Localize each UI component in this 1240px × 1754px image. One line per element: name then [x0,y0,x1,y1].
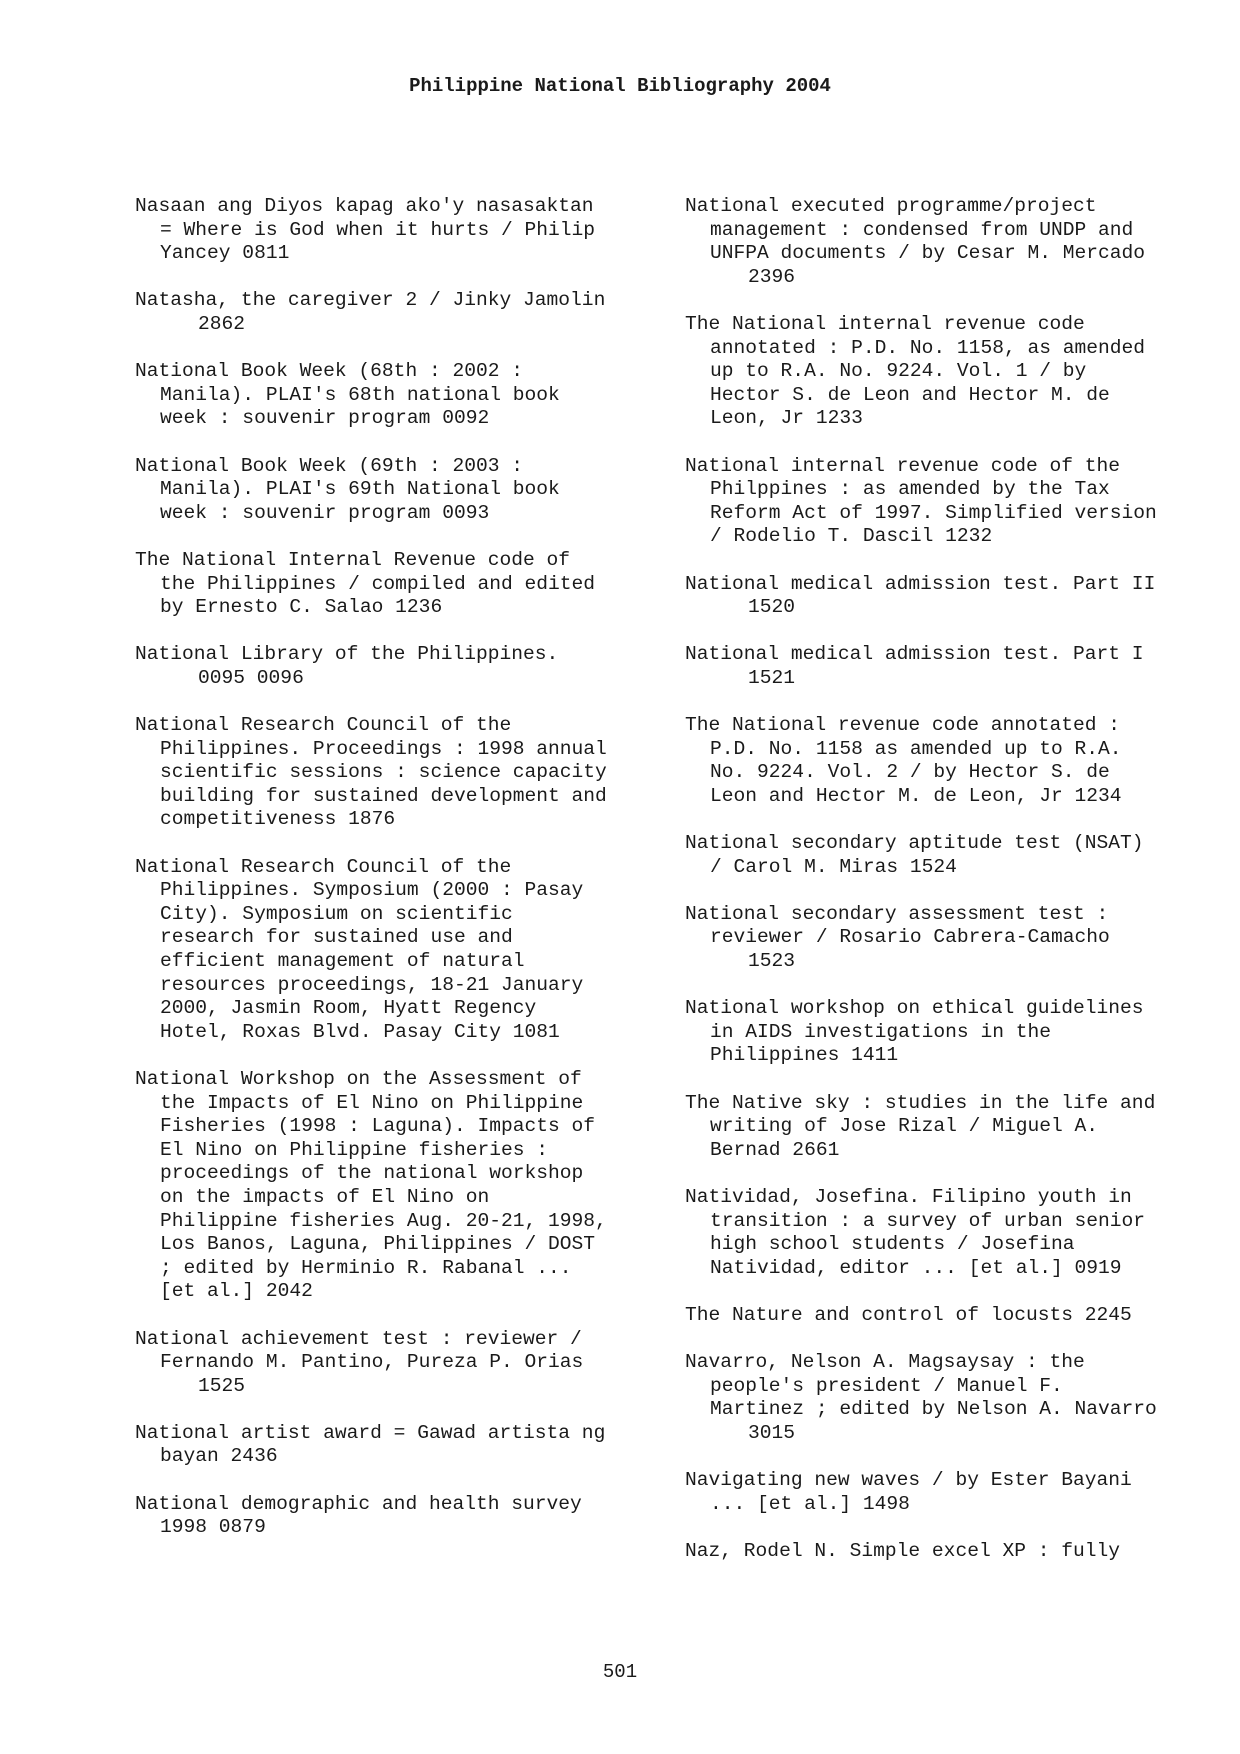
entry-continuation-line: Philippines 1411 [710,1044,899,1067]
entry-heading-line: Navarro, Nelson A. Magsaysay : the [685,1351,1085,1374]
entry-continuation-line: competitiveness 1876 [160,808,396,831]
bibliography-entry [685,643,1205,690]
entry-heading-line: National achievement test : reviewer / [135,1327,582,1350]
bibliography-entry [685,455,1205,549]
entry-heading-line: National workshop on ethical guidelines [685,997,1144,1020]
entry-heading-line: National internal revenue code of the [685,454,1121,477]
entry-heading-line: The National revenue code annotated : [685,714,1121,737]
bibliography-entry [135,856,655,1045]
entry-heading-line: Nasaan ang Diyos kapag ako'y nasasaktan [135,195,594,217]
entry-continuation-line: week : souvenir program 0093 [160,501,490,524]
entry-continuation-line: Fernando M. Pantino, Pureza P. Orias [160,1351,584,1374]
entry-heading-line: National secondary aptitude test (NSAT) [685,832,1144,855]
bibliography-entry [135,1422,655,1469]
entry-continuation-line: transition : a survey of urban senior [710,1209,1146,1232]
entry-continuation-line: building for sustained development and [160,784,607,807]
entry-continuation-line: 2000, Jasmin Room, Hyatt Regency [160,997,537,1020]
bibliography-entry [135,1328,655,1399]
entry-heading-line: National demographic and health survey [135,1492,582,1515]
entry-continuation-line: 1523 [748,950,796,972]
bibliography-entry [685,714,1205,808]
entry-continuation-line: Natividad, editor ... [et al.] 0919 [710,1256,1122,1279]
entry-continuation-line: UNFPA documents / by Cesar M. Mercado [710,242,1146,265]
entry-continuation-line: 1998 0879 [160,1516,266,1539]
page-title: Philippine National Bibliography 2004 [409,75,831,97]
entry-continuation-line: by Ernesto C. Salao 1236 [160,596,443,619]
entry-continuation-line: Bernad 2661 [710,1138,840,1161]
entry-continuation-line: in AIDS investigations in the [710,1020,1051,1043]
entry-continuation-line: Manila). PLAI's 68th national book [160,383,560,406]
entry-continuation-line: City). Symposium on scientific [160,902,513,925]
entry-continuation-line: Reform Act of 1997. Simplified version [710,501,1157,524]
bibliography-entry [135,1068,655,1304]
entry-continuation-line: Martinez ; edited by Nelson A. Navarro [710,1398,1157,1421]
entry-continuation-line: people's president / Manuel F. [710,1374,1063,1397]
entry-continuation-line: writing of Jose Rizal / Miguel A. [710,1115,1099,1138]
entry-continuation-line: / Rodelio T. Dascil 1232 [710,525,993,548]
entry-continuation-line: Philippine fisheries Aug. 20-21, 1998, [160,1209,607,1232]
entry-continuation-line: resources proceedings, 18-21 January [160,973,584,996]
bibliography-entry [685,313,1205,431]
entry-continuation-line: No. 9224. Vol. 2 / by Hector S. de [710,761,1110,784]
entry-continuation-line: P.D. No. 1158 as amended up to R.A. [710,737,1122,760]
entry-continuation-line: the Philippines / compiled and edited [160,572,596,595]
entry-continuation-line: 1520 [748,596,796,619]
entry-heading-line: National Research Council of the [135,855,512,878]
entry-continuation-line: proceedings of the national workshop [160,1162,584,1185]
entry-heading-line: Natividad, Josefina. Filipino youth in [685,1185,1132,1208]
bibliography-entry [685,832,1205,879]
bibliography-entry [685,195,1205,289]
entry-heading-line: The Native sky : studies in the life and [685,1091,1156,1114]
bibliography-entry [135,195,655,266]
entry-continuation-line: management : condensed from UNDP and [710,218,1134,241]
entry-continuation-line: high school students / Josefina [710,1233,1075,1256]
entry-continuation-line: Leon, Jr 1233 [710,407,863,430]
entry-heading-line: National Book Week (68th : 2002 : [135,360,524,383]
entry-heading-line: National Workshop on the Assessment of [135,1067,582,1090]
entry-heading-line: National executed programme/project [685,195,1097,217]
entry-heading-line: Navigating new waves / by Ester Bayani [685,1469,1132,1492]
entry-continuation-line: week : souvenir program 0092 [160,407,490,430]
entry-continuation-line: 1521 [748,666,796,689]
entry-continuation-line: efficient management of natural [160,950,525,972]
bibliography-entry [685,1469,1205,1516]
entry-heading-line: National medical admission test. Part II [685,572,1156,595]
bibliography-entry [685,1351,1205,1445]
bibliography-column-right [685,195,1205,1587]
entry-continuation-line: the Impacts of El Nino on Philippine [160,1091,584,1114]
entry-continuation-line: annotated : P.D. No. 1158, as amended [710,336,1146,359]
entry-heading-line: National secondary assessment test : [685,902,1109,925]
bibliography-entry [685,903,1205,974]
entry-continuation-line: Hotel, Roxas Blvd. Pasay City 1081 [160,1020,560,1043]
entry-continuation-line: Hector S. de Leon and Hector M. de [710,383,1110,406]
bibliography-entry [685,997,1205,1068]
entry-continuation-line: ; edited by Herminio R. Rabanal ... [160,1256,572,1279]
entry-heading-line: National Library of the Philippines. [135,643,559,666]
entry-continuation-line: on the impacts of El Nino on [160,1185,490,1208]
bibliography-entry [135,549,655,620]
entry-continuation-line: Philppines : as amended by the Tax [710,478,1110,501]
entry-continuation-line: 2862 [198,312,246,335]
bibliography-entry [135,455,655,526]
entry-continuation-line: Manila). PLAI's 69th National book [160,478,560,501]
entry-continuation-line: ... [et al.] 1498 [710,1492,910,1515]
entry-heading-line: The Nature and control of locusts 2245 [685,1303,1132,1326]
entry-continuation-line: [et al.] 2042 [160,1280,313,1303]
entry-continuation-line: Los Banos, Laguna, Philippines / DOST [160,1233,596,1256]
entry-heading-line: Natasha, the caregiver 2 / Jinky Jamolin [135,289,606,312]
entry-continuation-line: Leon and Hector M. de Leon, Jr 1234 [710,784,1122,807]
entry-continuation-line: reviewer / Rosario Cabrera-Camacho [710,926,1110,949]
entry-heading-line: National Book Week (69th : 2003 : [135,454,524,477]
entry-heading-line: The National internal revenue code [685,312,1085,335]
entry-continuation-line: / Carol M. Miras 1524 [710,855,957,878]
entry-heading-line: National medical admission test. Part I [685,643,1144,666]
bibliography-entry [685,573,1205,620]
bibliography-entry [135,360,655,431]
entry-heading-line: National Research Council of the [135,714,512,737]
bibliography-entry [685,1304,1205,1328]
entry-continuation-line: 2396 [748,265,796,288]
entry-continuation-line: up to R.A. No. 9224. Vol. 1 / by [710,360,1087,383]
bibliography-entry [685,1540,1205,1564]
entry-continuation-line: 3015 [748,1421,796,1444]
entry-continuation-line: El Nino on Philippine fisheries : [160,1138,549,1161]
bibliography-entry [685,1092,1205,1163]
entry-continuation-line: Yancey 0811 [160,242,290,265]
entry-continuation-line: Fisheries (1998 : Laguna). Impacts of [160,1115,596,1138]
entry-heading-line: National artist award = Gawad artista ng [135,1421,606,1444]
bibliography-entry [135,289,655,336]
entry-continuation-line: 1525 [198,1374,246,1397]
entry-continuation-line: scientific sessions : science capacity [160,761,607,784]
entry-continuation-line: Philippines. Proceedings : 1998 annual [160,737,607,760]
page-number: 501 [602,1661,638,1683]
bibliography-entry [135,714,655,832]
entry-heading-line: The National Internal Revenue code of [135,548,571,571]
bibliography-entry [685,1186,1205,1280]
bibliography-column-left [135,195,655,1563]
entry-heading-line: Naz, Rodel N. Simple excel XP : fully [685,1539,1121,1562]
entry-continuation-line: Philippines. Symposium (2000 : Pasay [160,879,584,902]
entry-continuation-line: research for sustained use and [160,926,513,949]
entry-continuation-line: 0095 0096 [198,666,304,689]
bibliography-entry [135,1493,655,1540]
entry-continuation-line: bayan 2436 [160,1445,278,1468]
bibliography-entry [135,643,655,690]
entry-continuation-line: = Where is God when it hurts / Philip [160,218,596,241]
